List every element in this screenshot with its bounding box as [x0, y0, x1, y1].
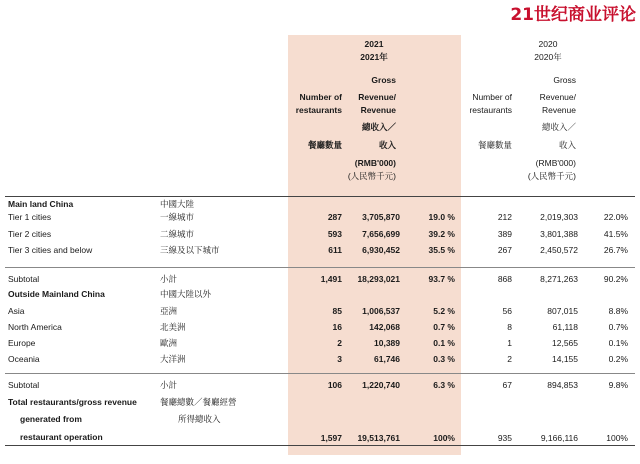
cell-revenue-2021: 7,656,699 — [362, 229, 400, 239]
cell-restaurants-2021: 611 — [328, 245, 342, 255]
cell-share-2020: 0.2% — [608, 354, 628, 364]
revenue-2020-cn-2: 收入 — [558, 140, 576, 150]
cell-share-2021: 6.3 % — [433, 380, 455, 390]
row-label-cn: 中國大陸以外 — [160, 289, 212, 299]
cell-share-2020: 26.7% — [603, 245, 628, 255]
cell-share-2021: 35.5 % — [428, 245, 455, 255]
year-2021: 2021 — [364, 39, 384, 49]
cell-share-2021: 39.2 % — [428, 229, 455, 239]
num-restaurants-2021-label-2: restaurants — [295, 105, 342, 115]
row-label-cn-line2: 所得總收入 — [178, 414, 221, 424]
revenue-2020-cn-1: 總收入／ — [541, 122, 576, 132]
cell-share-2021: 5.2 % — [433, 306, 455, 316]
cell-share-2021: 100% — [433, 433, 455, 443]
row-label-cn: 一線城市 — [160, 212, 195, 222]
cell-revenue-2020: 807,015 — [547, 306, 578, 316]
cell-revenue-2020: 9,166,116 — [540, 433, 578, 443]
num-restaurants-2020-cn: 餐廳數量 — [477, 140, 512, 150]
row-label: Oceania — [8, 354, 40, 364]
cell-restaurants-2021: 287 — [327, 212, 342, 222]
cell-restaurants-2021: 1,491 — [320, 274, 342, 284]
row-label: Subtotal — [8, 274, 40, 284]
row-label-cn: 中國大陸 — [160, 199, 195, 209]
num-restaurants-2021-cn: 餐廳數量 — [307, 140, 342, 150]
revenue-2021-label-1: Gross — [371, 75, 396, 85]
year-2020-cn: 2020年 — [534, 52, 562, 62]
cell-revenue-2021: 61,746 — [374, 354, 400, 364]
num-restaurants-2020-label-1: Number of — [472, 92, 512, 102]
cell-share-2020: 41.5% — [603, 229, 628, 239]
row-label-cn: 小計 — [160, 380, 178, 390]
row-label: Subtotal — [8, 380, 40, 390]
row-label: Asia — [8, 306, 25, 316]
row-divider — [5, 373, 635, 374]
cell-revenue-2020: 8,271,263 — [540, 274, 578, 284]
revenue-2021-cn-2: 收入 — [378, 140, 396, 150]
cell-share-2021: 0.3 % — [433, 354, 455, 364]
revenue-2021-label-3: Revenue — [360, 105, 396, 115]
cell-restaurants-2021: 1,597 — [320, 433, 342, 443]
cell-restaurants-2020: 56 — [502, 306, 512, 316]
cell-share-2021: 19.0 % — [428, 212, 455, 222]
cell-revenue-2021: 1,220,740 — [362, 380, 400, 390]
cell-restaurants-2020: 389 — [497, 229, 512, 239]
cell-revenue-2021: 10,389 — [374, 338, 400, 348]
row-label: Total restaurants/gross revenue — [8, 397, 137, 407]
revenue-2021-unit-cn: (人民幣千元) — [347, 171, 396, 181]
revenue-2020-label-2: Revenue/ — [539, 92, 576, 102]
row-label-cn: 二線城市 — [160, 229, 195, 239]
cell-revenue-2021: 18,293,021 — [357, 274, 400, 284]
cell-share-2021: 0.7 % — [433, 322, 455, 332]
row-label-cn: 亞洲 — [160, 306, 178, 316]
cell-restaurants-2020: 212 — [497, 212, 512, 222]
row-label-line3: restaurant operation — [20, 432, 103, 442]
cell-restaurants-2020: 67 — [502, 380, 512, 390]
cell-revenue-2021: 19,513,761 — [357, 433, 400, 443]
cell-restaurants-2021: 106 — [327, 380, 342, 390]
cell-restaurants-2020: 935 — [497, 433, 512, 443]
cell-restaurants-2020: 267 — [497, 245, 512, 255]
cell-share-2021: 93.7 % — [428, 274, 455, 284]
revenue-2021-cn-1: 總收入／ — [361, 122, 396, 132]
cell-restaurants-2020: 8 — [507, 322, 512, 332]
cell-restaurants-2021: 16 — [332, 322, 342, 332]
cell-revenue-2020: 61,118 — [552, 322, 578, 332]
row-label: Main land China — [8, 199, 74, 209]
cell-restaurants-2021: 2 — [337, 338, 342, 348]
cell-share-2020: 22.0% — [603, 212, 628, 222]
row-divider — [5, 445, 635, 446]
cell-restaurants-2021: 3 — [337, 354, 342, 364]
cell-revenue-2020: 894,853 — [547, 380, 578, 390]
revenue-2021-label-2: Revenue/ — [358, 92, 396, 102]
revenue-2020-unit-cn: (人民幣千元) — [527, 171, 576, 181]
cell-revenue-2020: 3,801,388 — [540, 229, 578, 239]
row-label-line2: generated from — [20, 414, 82, 424]
row-label-cn: 歐洲 — [160, 338, 178, 348]
row-label-cn: 大洋洲 — [160, 354, 186, 364]
cell-restaurants-2021: 85 — [332, 306, 342, 316]
cell-share-2020: 9.8% — [608, 380, 628, 390]
cell-revenue-2020: 12,565 — [552, 338, 578, 348]
row-divider — [5, 267, 635, 268]
cell-revenue-2021: 1,006,537 — [362, 306, 400, 316]
cell-revenue-2021: 142,068 — [369, 322, 400, 332]
cell-share-2020: 0.1% — [608, 338, 628, 348]
cell-revenue-2021: 6,930,452 — [362, 245, 400, 255]
cell-restaurants-2021: 593 — [327, 229, 342, 239]
row-label: North America — [8, 322, 62, 332]
row-label-cn: 北美洲 — [160, 322, 186, 332]
year-2021-cn: 2021年 — [360, 52, 388, 62]
publisher-logo: 21世纪商业评论 — [510, 5, 636, 25]
row-label-cn: 餐廳總數／餐廳經營 — [160, 397, 237, 407]
cell-restaurants-2020: 1 — [507, 338, 512, 348]
cell-share-2021: 0.1 % — [433, 338, 455, 348]
row-label: Europe — [8, 338, 36, 348]
row-label: Tier 1 cities — [8, 212, 52, 222]
cell-share-2020: 100% — [606, 433, 628, 443]
revenue-2021-unit: (RMB'000) — [354, 158, 396, 168]
cell-revenue-2020: 2,450,572 — [540, 245, 578, 255]
cell-restaurants-2020: 2 — [507, 354, 512, 364]
row-label: Tier 3 cities and below — [8, 245, 93, 255]
year-2020: 2020 — [538, 39, 558, 49]
num-restaurants-2020-label-2: restaurants — [469, 105, 512, 115]
cell-share-2020: 8.8% — [608, 306, 628, 316]
revenue-2020-unit: (RMB'000) — [535, 158, 576, 168]
cell-share-2020: 90.2% — [603, 274, 628, 284]
cell-revenue-2021: 3,705,870 — [362, 212, 400, 222]
revenue-2020-label-1: Gross — [553, 75, 576, 85]
header-divider — [5, 196, 635, 197]
revenue-2020-label-3: Revenue — [541, 105, 576, 115]
cell-revenue-2020: 14,155 — [552, 354, 578, 364]
row-label: Tier 2 cities — [8, 229, 52, 239]
row-label: Outside Mainland China — [8, 289, 105, 299]
cell-restaurants-2020: 868 — [497, 274, 512, 284]
num-restaurants-2021-label-1: Number of — [299, 92, 342, 102]
cell-revenue-2020: 2,019,303 — [540, 212, 578, 222]
cell-share-2020: 0.7% — [608, 322, 628, 332]
row-label-cn: 小計 — [160, 274, 178, 284]
row-label-cn: 三線及以下城市 — [160, 245, 220, 255]
